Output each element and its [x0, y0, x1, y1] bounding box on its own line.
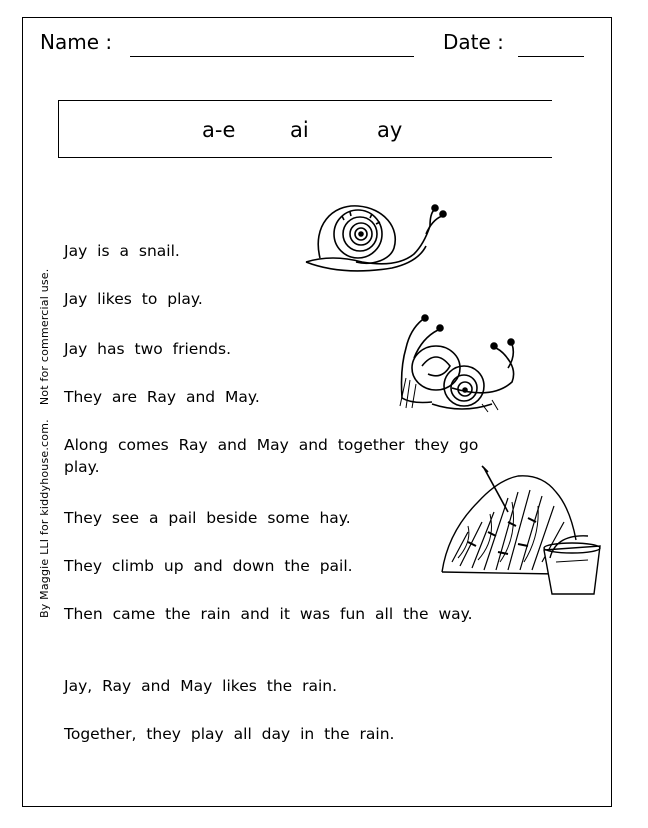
- sound-ai: ai: [290, 118, 309, 142]
- story-line: Along comes Ray and May and together they go play.: [64, 436, 479, 476]
- credit-text: By Maggie LLI for kiddyhouse.com.: [38, 419, 51, 618]
- haystack-pail-illustration: [438, 462, 604, 596]
- side-credit: [38, 188, 51, 618]
- date-field-line[interactable]: [518, 56, 584, 57]
- story-line: Jay has two friends.: [64, 340, 231, 358]
- story-line: Jay, Ray and May likes the rain.: [64, 677, 338, 695]
- story-line: Jay is a snail.: [64, 242, 180, 260]
- story-line: They climb up and down the pail.: [64, 557, 353, 575]
- story-line: They are Ray and May.: [64, 388, 260, 406]
- snail-illustration: [302, 196, 448, 278]
- date-label: Date :: [443, 30, 504, 54]
- phonics-sounds-box: [58, 100, 552, 158]
- name-label: Name :: [40, 30, 113, 54]
- sound-ay: ay: [377, 118, 403, 142]
- notice-text: Not for commercial use.: [38, 268, 51, 406]
- story-line: Jay likes to play.: [64, 290, 203, 308]
- name-field-line[interactable]: [130, 56, 414, 57]
- sound-a-e: a-e: [202, 118, 236, 142]
- story-line: Then came the rain and it was fun all the way.: [64, 605, 473, 623]
- two-snails-illustration: [392, 308, 520, 414]
- story-line: Together, they play all day in the rain.: [64, 725, 395, 743]
- story-line: They see a pail beside some hay.: [64, 509, 351, 527]
